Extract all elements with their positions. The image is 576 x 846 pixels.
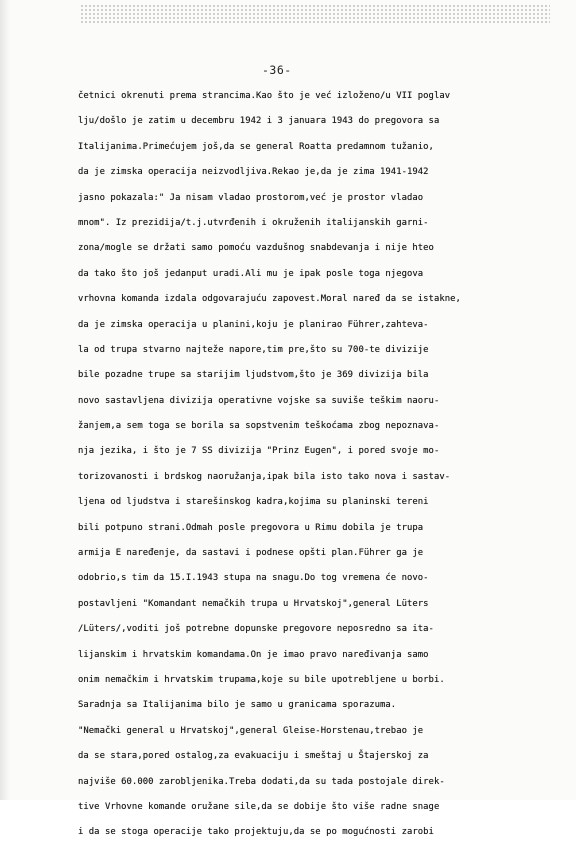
text-line: nja jezika, i što je 7 SS divizija "Prinz Eugen", i pored svoje mo- xyxy=(78,446,440,457)
text-line: lijanskim i hrvatskim komandama.On je imao pravo naređivanja samo xyxy=(78,649,429,660)
text-line: postavljeni "Komandant nemačkih trupa u Hrvatskoj",general Lüters xyxy=(78,598,429,609)
text-line: lju/došlo je zatim u decembru 1942 i 3 januara 1943 do pregovora sa xyxy=(78,116,440,127)
text-line: da je zimska operacija u planini,koju je planirao Führer,zahteva- xyxy=(78,319,429,330)
page-shadow-edge xyxy=(0,0,10,800)
text-line: odobrio,s tim da 15.I.1943 stupa na snagu.Do tog vremena će novo- xyxy=(78,573,429,584)
body-text xyxy=(78,84,554,846)
text-line: vrhovna komanda izdala odgovarajuću zapovest.Moral naređ da se istakne, xyxy=(78,294,461,305)
text-line: torizovanosti i brdskog naoružanja,ipak bila isto tako nova i sastav- xyxy=(78,471,451,482)
text-line: novo sastavljena divizija operativne vojske sa suviše teškim naoru- xyxy=(78,395,440,406)
text-line: zona/mogle se držati samo pomoću vazdušnog snabdevanja i nije htео xyxy=(78,243,434,254)
text-line: bile pozadne trupe sa starijim ljudstvom,što je 369 divizija bila xyxy=(78,370,429,381)
text-line: da tako što još jedanput uradi.Ali mu je ipak posle toga njegova xyxy=(78,268,424,279)
text-line: la od trupa stvarno najteže napore,tim pre,što su 700-te divizije xyxy=(78,344,429,355)
text-line: četnici okrenuti prema strancima.Kao što je već izloženo/u VII poglav xyxy=(78,91,451,101)
text-line: Italijanima.Primećujem još,da se general Roatta predamnom tužanio, xyxy=(78,141,434,152)
text-line: da se stara,pored ostalog,za evakuaciju i smeštaj u Štajerskoj za xyxy=(78,751,429,762)
text-line: najviše 60.000 zarobljenika.Treba dodati,da su tada postojale direk- xyxy=(78,776,445,787)
text-line: onim nemačkim i hrvatskim trupama,koje su bile upotrebljene u borbi. xyxy=(78,674,445,685)
text-line: /Lüters/,voditi još potrebne dopunske pregovore neposredno sa ita- xyxy=(78,624,434,635)
text-line: da je zimska operacija neizvodljiva.Rekao je,da je zima 1941-1942 xyxy=(78,167,429,178)
text-line: Saradnja sa Italijanima bilo je samo u granicama sporazuma. xyxy=(78,700,397,711)
text-line: jasno pokazala:" Ja nisam vladao prostorom,već je prostor vladao xyxy=(78,192,424,203)
text-line: armija E naređenje, da sastavi i podnese opšti plan.Führer ga je xyxy=(78,548,424,559)
text-line: tive Vrhovne komande oružane sile,da se dobije što više radne snage xyxy=(78,801,440,812)
page-number: -36- xyxy=(262,63,292,77)
text-line: bili potpuno strani.Odmah posle pregovora u Rimu dobila je trupa xyxy=(78,522,424,533)
text-line: mnom". Iz prezidija/t.j.utvrđenih i okruženih italijanskih garni- xyxy=(78,217,429,228)
dotted-top-edge xyxy=(80,4,550,24)
text-line: ljena od ljudstva i starešinskog kadra,kojima su planinski tereni xyxy=(78,497,429,508)
text-line: žanjem,a sem toga se borila sa sopstvenim teškoćama zbog nepoznava- xyxy=(78,421,440,432)
text-line: "Nemački general u Hrvatskoj",general Gleise-Horstenau,trebao je xyxy=(78,725,424,736)
text-line: i da se stoga operacije tako projektuju,da se po mogućnosti zarobi xyxy=(78,827,434,838)
